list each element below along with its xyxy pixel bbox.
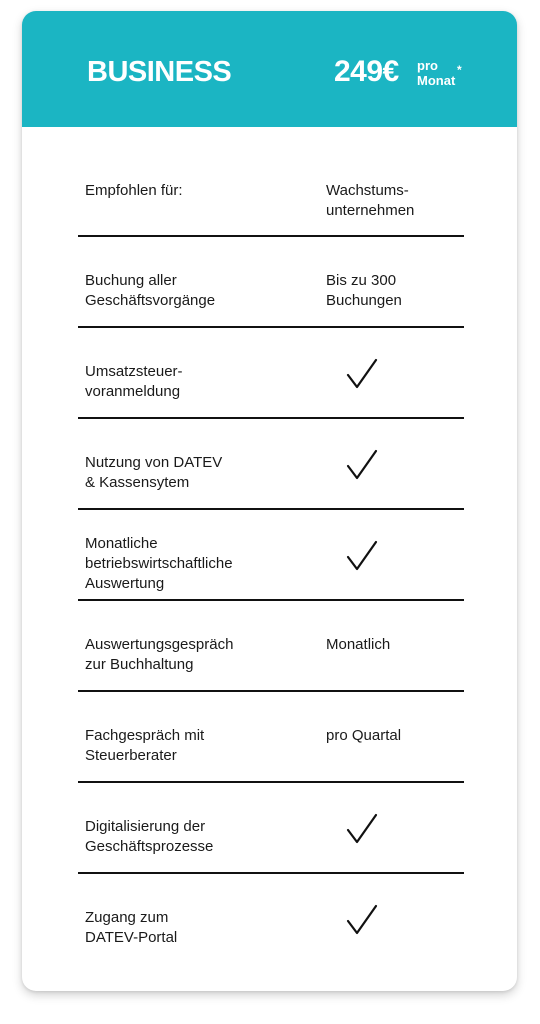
feature-label: Auswertungsgespräch zur Buchhaltung bbox=[85, 636, 234, 673]
feature-value: Monatlich bbox=[326, 636, 391, 653]
price-unit-month: Monat bbox=[417, 73, 456, 88]
price-unit bbox=[417, 58, 455, 88]
checkmark-icon bbox=[346, 358, 378, 390]
feature-value: Wachstums- unternehmen bbox=[326, 182, 415, 219]
feature-row bbox=[78, 237, 464, 328]
plan-price: 249€ bbox=[334, 55, 399, 88]
feature-label: Buchung aller Geschäftsvorgänge bbox=[85, 272, 216, 309]
feature-value: pro Quartal bbox=[326, 727, 402, 744]
feature-row bbox=[78, 510, 464, 601]
features-list bbox=[78, 146, 464, 965]
feature-row bbox=[78, 419, 464, 510]
feature-label: Digitalisierung der Geschäftsprozesse bbox=[85, 818, 214, 855]
feature-value: Bis zu 300 Buchungen bbox=[326, 272, 402, 309]
feature-row bbox=[78, 328, 464, 419]
feature-label: Monatliche betriebswirtschaftliche Auswertung bbox=[85, 535, 233, 592]
feature-label: Empfohlen für: bbox=[85, 182, 183, 199]
feature-row bbox=[78, 783, 464, 874]
pricing-card bbox=[22, 11, 517, 991]
footnote-asterisk: * bbox=[457, 63, 462, 77]
feature-label: Umsatzsteuer- voranmeldung bbox=[85, 363, 183, 400]
feature-label: Zugang zum DATEV-Portal bbox=[85, 909, 178, 946]
checkmark-icon bbox=[346, 813, 378, 845]
checkmark-icon bbox=[346, 904, 378, 936]
feature-row bbox=[78, 146, 464, 237]
price-unit-pro: pro bbox=[417, 58, 438, 73]
checkmark-icon bbox=[346, 540, 378, 572]
feature-row bbox=[78, 692, 464, 783]
plan-name: BUSINESS bbox=[87, 56, 232, 88]
feature-row bbox=[78, 874, 464, 965]
checkmark-icon bbox=[346, 449, 378, 481]
pricing-header bbox=[22, 11, 517, 127]
feature-label: Nutzung von DATEV & Kassensytem bbox=[85, 454, 223, 491]
feature-row bbox=[78, 601, 464, 692]
feature-label: Fachgespräch mit Steuerberater bbox=[85, 727, 205, 764]
